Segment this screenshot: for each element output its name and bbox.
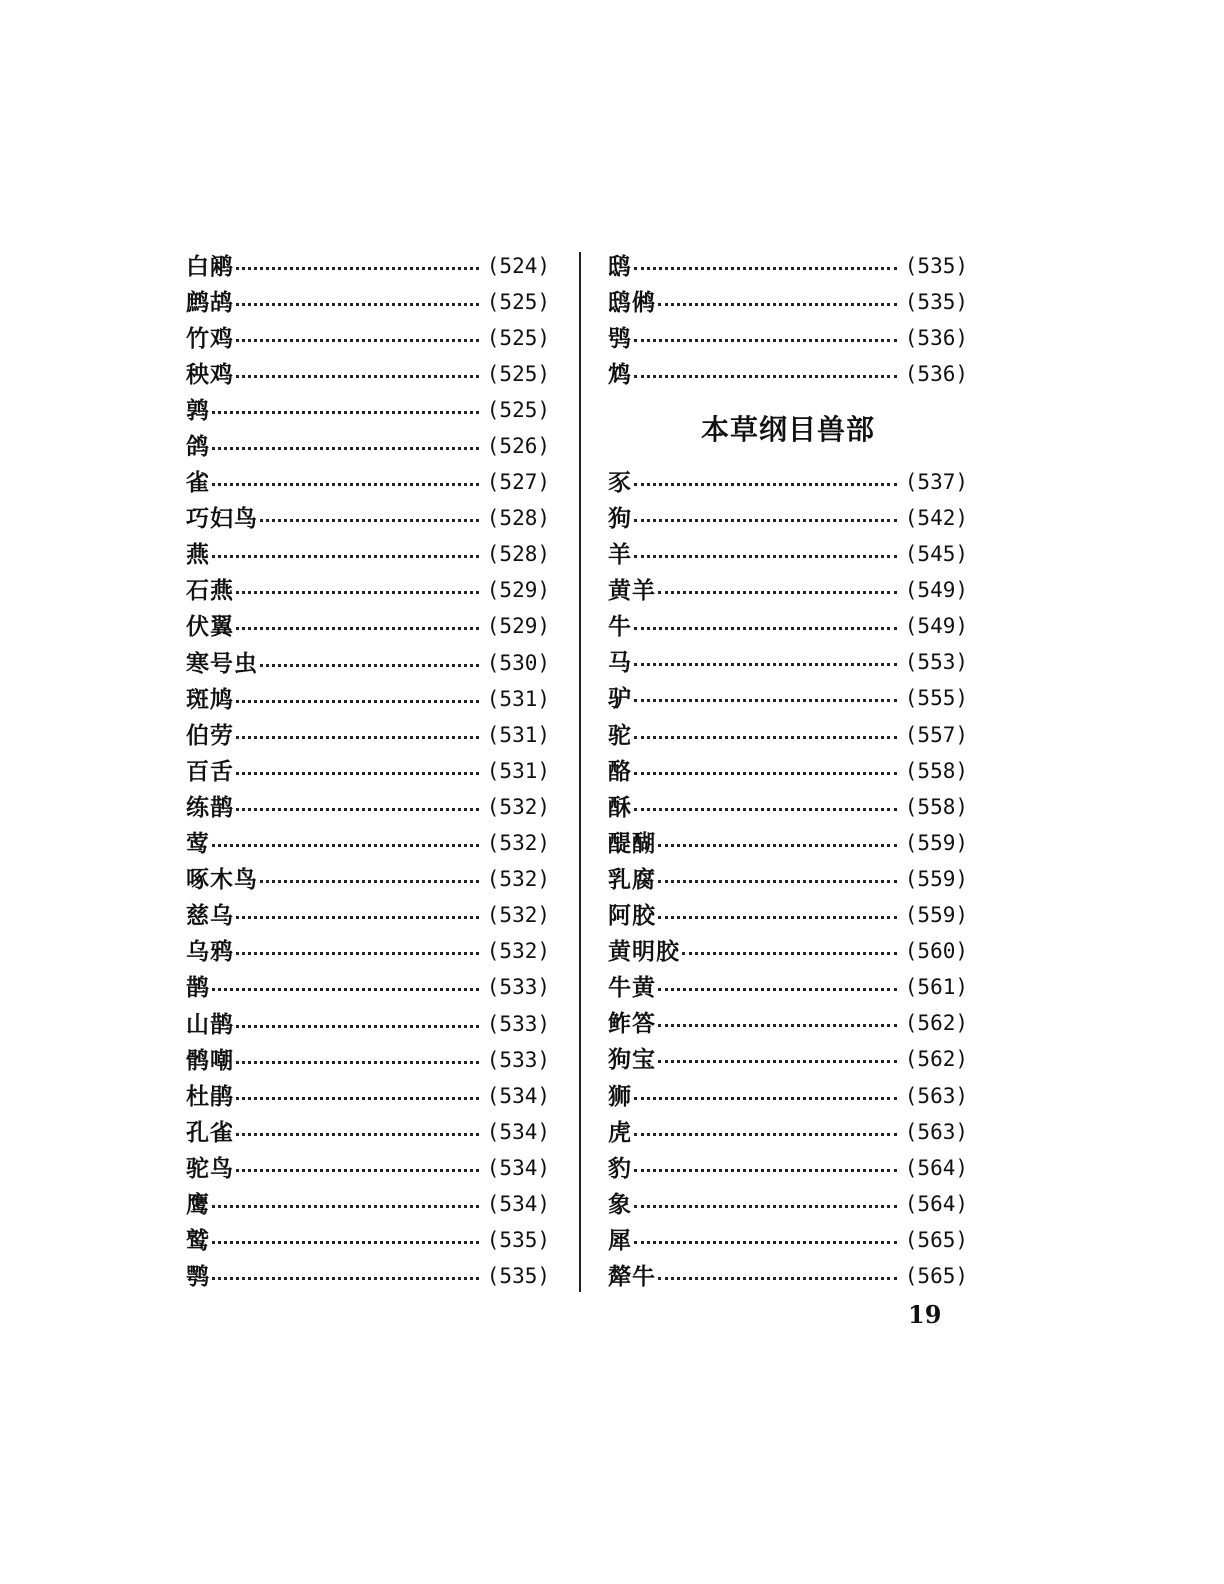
toc-entry [186,1114,550,1150]
entry-page: (535) [486,1228,550,1253]
toc-entry [608,1150,968,1186]
entry-page: (564) [904,1191,968,1216]
entry-name: 阿胶 [608,902,656,930]
dot-leader [634,555,897,558]
toc-right-column [608,248,968,1295]
entry-page: (560) [904,939,968,964]
toc-entry [186,1078,550,1114]
entry-page: (531) [486,686,550,711]
dot-leader [658,1060,897,1063]
entry-page: (527) [486,470,550,495]
toc-entry [608,248,968,284]
dot-leader [634,699,897,702]
entry-name: 酥 [608,793,632,821]
entry-name: 山鹊 [186,1010,234,1038]
entry-name: 驼鸟 [186,1154,234,1182]
entry-page: (562) [904,1047,968,1072]
dot-leader [236,591,479,594]
entry-name: 乳腐 [608,865,656,893]
toc-entry [608,1186,968,1222]
dot-leader [236,1025,479,1028]
entry-name: 豹 [608,1154,632,1182]
entry-name: 犛牛 [608,1262,656,1290]
dot-leader [212,844,479,847]
dot-leader [212,411,479,414]
dot-leader [658,844,897,847]
entry-page: (534) [486,1155,550,1180]
toc-entry [608,861,968,897]
dot-leader [634,772,897,775]
entry-name: 牛黄 [608,974,656,1002]
entry-name: 狗宝 [608,1046,656,1074]
toc-entry [608,825,968,861]
dot-leader [658,880,897,883]
dot-leader [260,664,479,667]
toc-entry [186,465,550,501]
toc-entry [608,464,968,500]
entry-page: (526) [486,434,550,459]
entry-page: (562) [904,1011,968,1036]
entry-page: (529) [486,614,550,639]
entry-name: 石燕 [186,577,234,605]
entry-name: 虎 [608,1118,632,1146]
toc-entry [608,1006,968,1042]
entry-page: (561) [904,975,968,1000]
entry-page: (525) [486,289,550,314]
toc-entry [186,609,550,645]
entry-page: (536) [904,325,968,350]
dot-leader [236,1133,479,1136]
toc-entry [186,1186,550,1222]
dot-leader [236,772,479,775]
dot-leader [634,375,897,378]
toc-entry [608,681,968,717]
entry-name: 鲊答 [608,1010,656,1038]
entry-page: (531) [486,758,550,783]
dot-leader [236,303,479,306]
entry-name: 象 [608,1190,632,1218]
toc-entry [608,753,968,789]
entry-name: 伏翼 [186,613,234,641]
entry-page: (533) [486,1011,550,1036]
toc-entry [608,1258,968,1294]
entry-page: (564) [904,1155,968,1180]
entry-page: (542) [904,506,968,531]
entry-name: 乌鸦 [186,938,234,966]
toc-entry [186,826,550,862]
entry-name: 鹗 [186,1263,210,1291]
toc-entry [608,1078,968,1114]
entry-name: 驼 [608,721,632,749]
toc-entry [186,392,550,428]
toc-entry [608,284,968,320]
dot-leader [682,952,897,955]
toc-entry [186,753,550,789]
toc-entry [186,898,550,934]
entry-name: 伯劳 [186,721,234,749]
entry-page: (531) [486,722,550,747]
entry-page: (563) [904,1119,968,1144]
entry-page: (535) [486,1264,550,1289]
entry-page: (558) [904,758,968,783]
toc-entry [186,717,550,753]
toc-entry [608,970,968,1006]
entry-page: (532) [486,867,550,892]
toc-entry [186,356,550,392]
dot-leader [634,736,897,739]
entry-name: 燕 [186,541,210,569]
toc-entry [186,428,550,464]
entry-name: 犀 [608,1226,632,1254]
dot-leader [634,1097,897,1100]
toc-entry [186,681,550,717]
entry-page: (532) [486,939,550,964]
toc-entry [608,1042,968,1078]
toc-entry [186,501,550,537]
entry-page: (534) [486,1191,550,1216]
column-divider [579,252,581,1292]
entry-page: (545) [904,542,968,567]
entry-name: 百舌 [186,757,234,785]
dot-leader [634,519,897,522]
dot-leader [634,1133,897,1136]
toc-entry [608,356,968,392]
toc-entry [186,1223,550,1259]
dot-leader [658,916,897,919]
toc-right-top-entries [608,248,968,392]
entry-page: (525) [486,325,550,350]
dot-leader [634,267,897,270]
dot-leader [658,591,897,594]
dot-leader [212,1241,479,1244]
toc-entry [186,573,550,609]
entry-name: 鸽 [186,433,210,461]
entry-page: (525) [486,397,550,422]
dot-leader [634,808,897,811]
dot-leader [634,1241,897,1244]
dot-leader [634,483,897,486]
entry-name: 孔雀 [186,1118,234,1146]
dot-leader [212,447,479,450]
entry-name: 鸱鸺 [608,288,656,316]
toc-entry [186,789,550,825]
dot-leader [236,916,479,919]
entry-name: 鹧鸪 [186,288,234,316]
dot-leader [634,627,897,630]
entry-name: 酪 [608,757,632,785]
dot-leader [236,627,479,630]
entry-page: (555) [904,686,968,711]
entry-name: 鸮 [608,324,632,352]
entry-page: (533) [486,1047,550,1072]
entry-name: 雀 [186,469,210,497]
entry-name: 鸱 [608,252,632,280]
page-number: 19 [908,1300,942,1329]
entry-page: (528) [486,506,550,531]
toc-entry [608,573,968,609]
entry-page: (559) [904,866,968,891]
dot-leader [236,267,479,270]
entry-page: (525) [486,361,550,386]
entry-name: 狗 [608,505,632,533]
entry-page: (532) [486,831,550,856]
toc-entry [608,320,968,356]
entry-page: (559) [904,903,968,928]
toc-entry [608,537,968,573]
entry-page: (528) [486,542,550,567]
entry-page: (534) [486,1083,550,1108]
entry-name: 巧妇鸟 [186,505,258,533]
entry-name: 鹊 [186,974,210,1002]
entry-name: 鹫 [186,1227,210,1255]
dot-leader [212,555,479,558]
entry-name: 羊 [608,541,632,569]
dot-leader [212,483,479,486]
entry-name: 鹑 [186,396,210,424]
entry-page: (529) [486,578,550,603]
toc-entry [608,934,968,970]
dot-leader [212,1205,479,1208]
toc-entry [186,934,550,970]
entry-name: 鹰 [186,1190,210,1218]
entry-page: (549) [904,614,968,639]
dot-leader [236,1097,479,1100]
dot-leader [236,375,479,378]
toc-entry [608,500,968,536]
entry-name: 牛 [608,613,632,641]
entry-page: (530) [486,650,550,675]
entry-page: (535) [904,289,968,314]
dot-leader [634,663,897,666]
toc-entry [186,320,550,356]
entry-page: (537) [904,469,968,494]
toc-entry [186,284,550,320]
entry-page: (536) [904,361,968,386]
toc-entry [186,537,550,573]
dot-leader [236,339,479,342]
entry-page: (532) [486,794,550,819]
entry-name: 秧鸡 [186,360,234,388]
toc-entry [186,970,550,1006]
entry-page: (563) [904,1083,968,1108]
toc-entry [608,1222,968,1258]
dot-leader [236,700,479,703]
dot-leader [658,988,897,991]
dot-leader [236,736,479,739]
entry-page: (557) [904,722,968,747]
dot-leader [236,1169,479,1172]
entry-page: (565) [904,1227,968,1252]
toc-entry [186,645,550,681]
toc-entry [186,1259,550,1295]
toc-entry [608,898,968,934]
dot-leader [236,808,479,811]
entry-page: (532) [486,903,550,928]
dot-leader [634,339,897,342]
entry-name: 练鹊 [186,793,234,821]
entry-page: (549) [904,578,968,603]
entry-page: (533) [486,975,550,1000]
toc-entry [186,1042,550,1078]
dot-leader [260,880,479,883]
entry-page: (524) [486,253,550,278]
toc-entry [608,1114,968,1150]
toc-entry [186,1150,550,1186]
section-heading: 本草纲目兽部 [700,413,875,447]
dot-leader [236,952,479,955]
entry-name: 黄羊 [608,577,656,605]
dot-leader [634,1205,897,1208]
toc-left-column [186,248,550,1295]
dot-leader [658,303,897,306]
entry-name: 杜鹃 [186,1082,234,1110]
entry-name: 慈乌 [186,902,234,930]
toc-entry [186,1006,550,1042]
entry-name: 鸩 [608,360,632,388]
dot-leader [658,1024,897,1027]
dot-leader [212,988,479,991]
toc-entry [608,645,968,681]
dot-leader [212,1277,479,1280]
entry-name: 寒号虫 [186,649,258,677]
entry-name: 白鹇 [186,252,234,280]
entry-name: 驴 [608,685,632,713]
dot-leader [260,519,479,522]
toc-right-bottom-entries [608,464,968,1294]
entry-name: 啄木鸟 [186,866,258,894]
entry-name: 莺 [186,830,210,858]
entry-page: (535) [904,253,968,278]
entry-name: 狮 [608,1082,632,1110]
entry-page: (534) [486,1119,550,1144]
entry-name: 竹鸡 [186,324,234,352]
entry-page: (553) [904,650,968,675]
toc-entry [186,248,550,284]
dot-leader [236,1061,479,1064]
entry-name: 鹘嘲 [186,1046,234,1074]
dot-leader [658,1277,897,1280]
toc-entry [608,789,968,825]
dot-leader [634,1169,897,1172]
entry-name: 斑鸠 [186,685,234,713]
entry-name: 醍醐 [608,829,656,857]
entry-page: (565) [904,1263,968,1288]
entry-page: (558) [904,794,968,819]
toc-entry [608,717,968,753]
entry-page: (559) [904,830,968,855]
entry-name: 马 [608,649,632,677]
entry-name: 黄明胶 [608,938,680,966]
toc-entry [186,862,550,898]
toc-entry [608,609,968,645]
entry-name: 豕 [608,468,632,496]
